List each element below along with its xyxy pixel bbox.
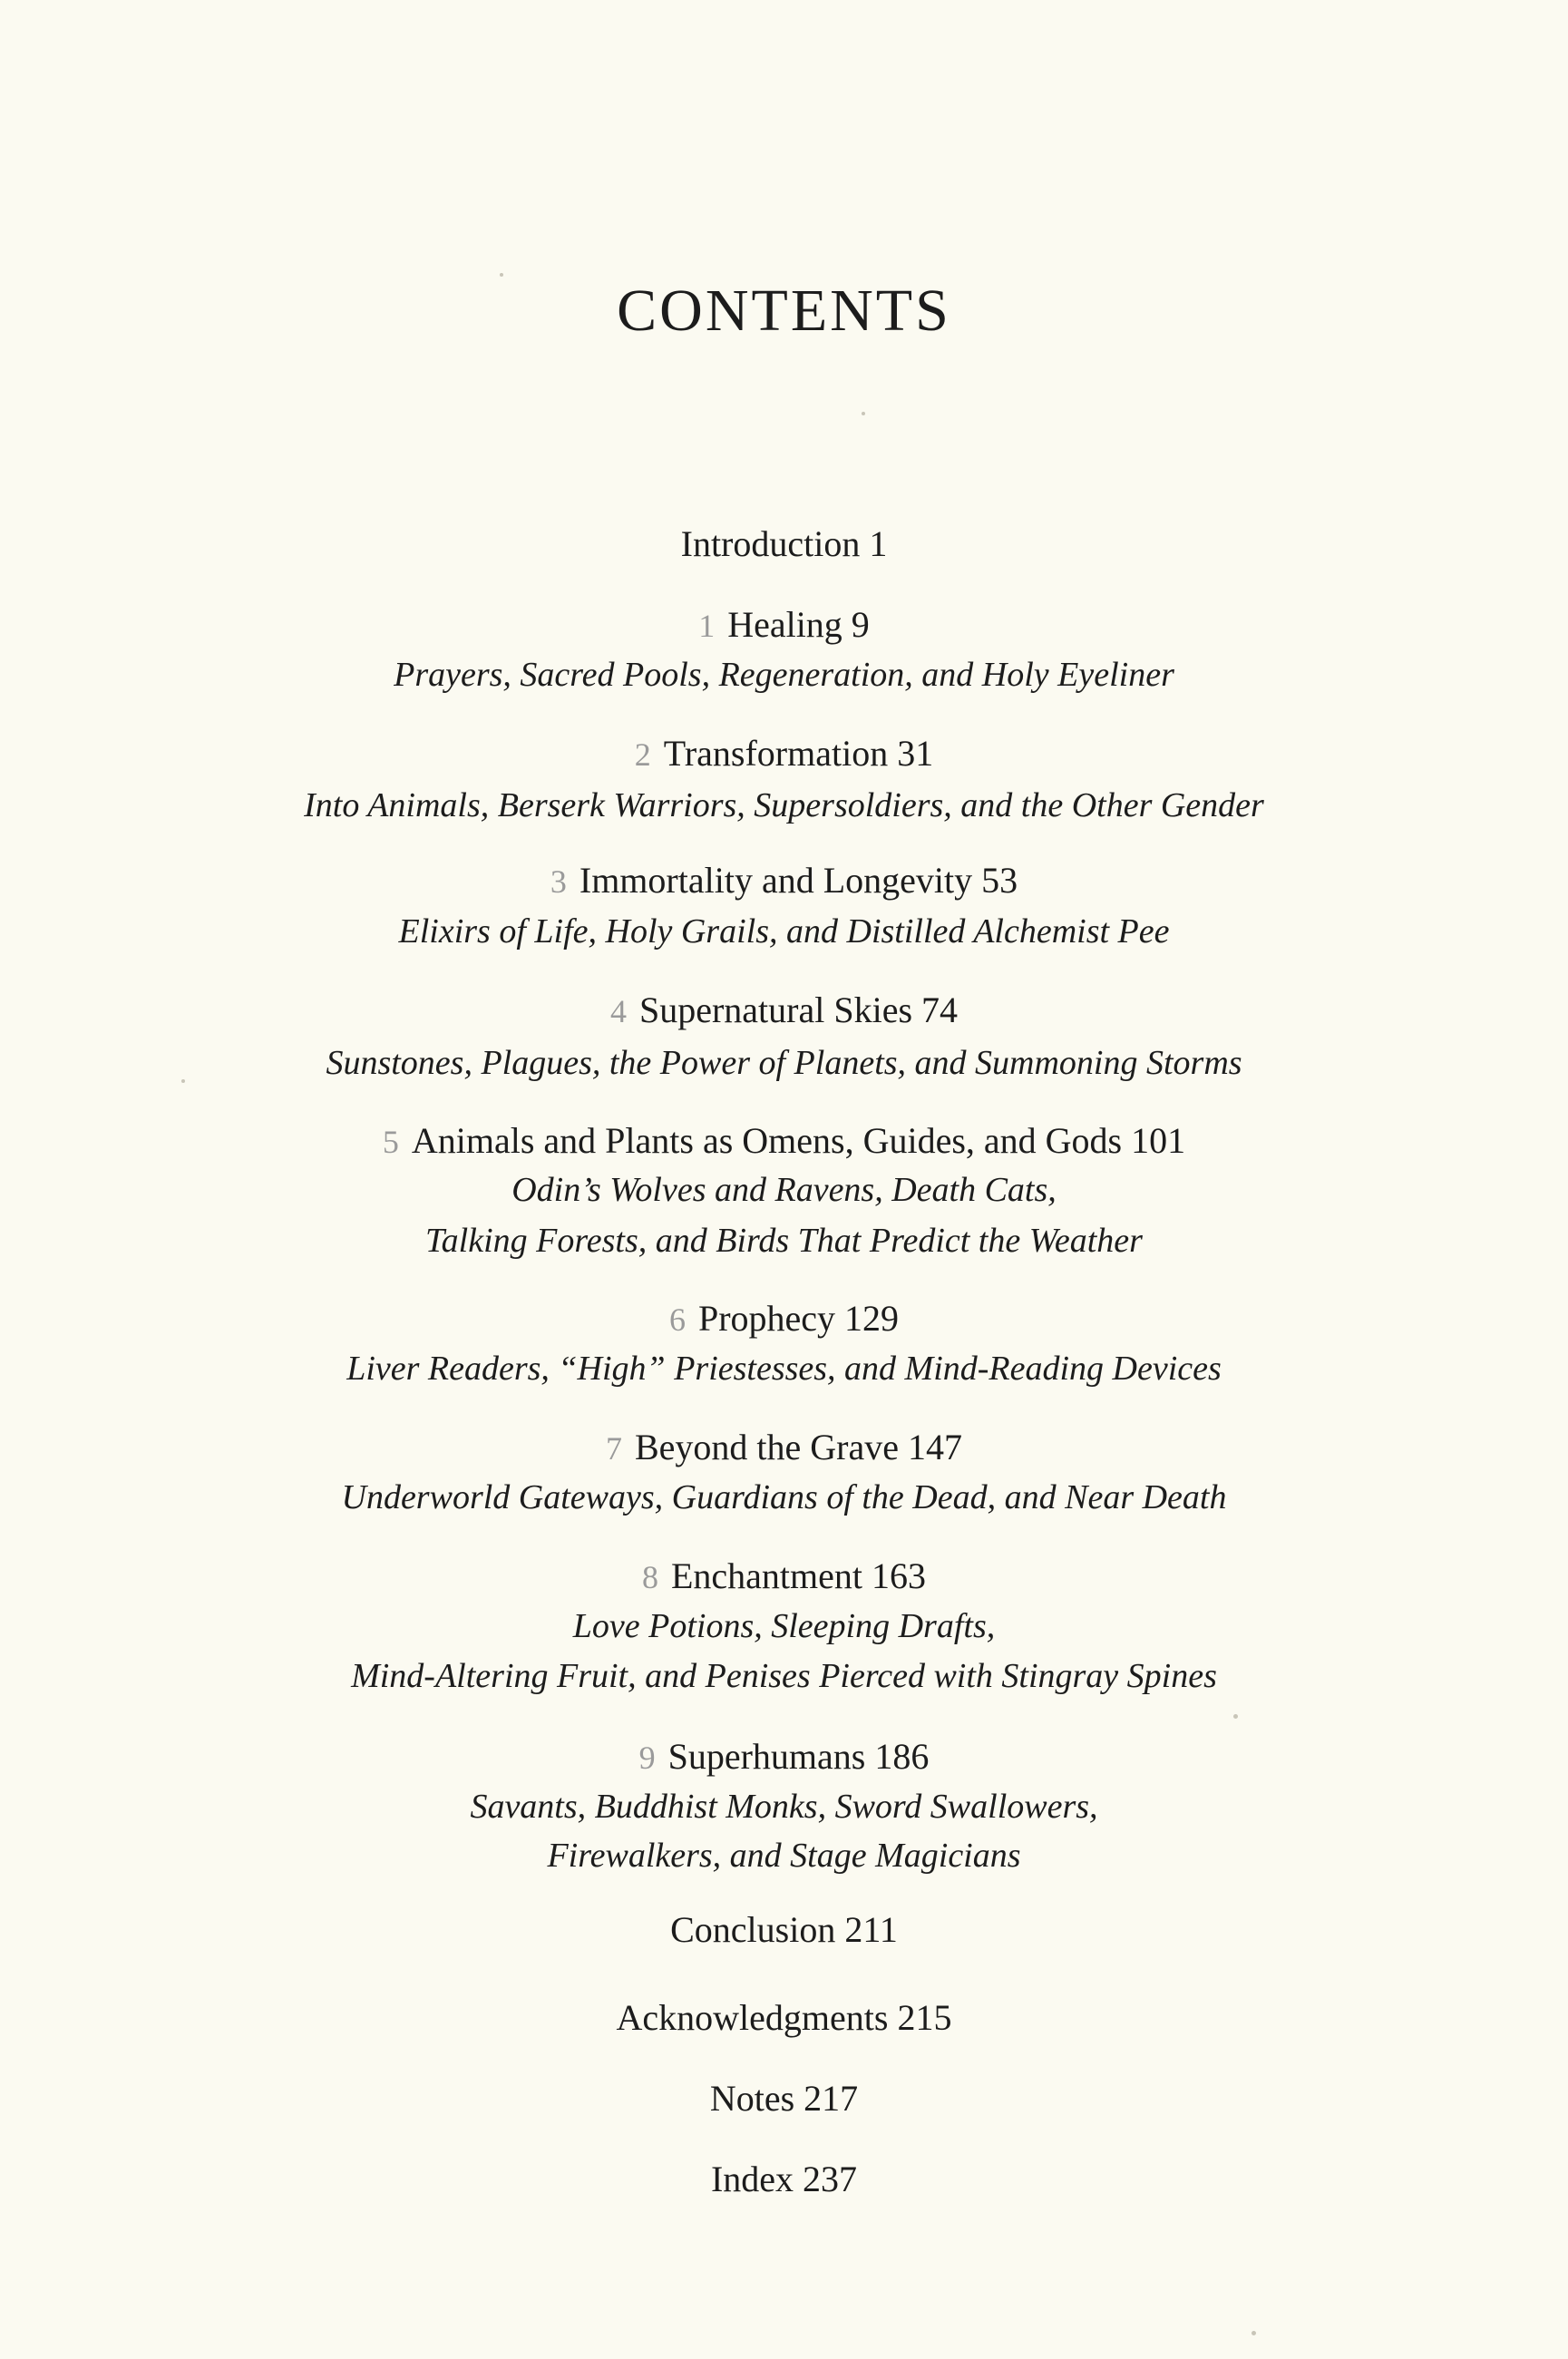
toc-entry-notes: Notes 217 bbox=[709, 2078, 859, 2119]
chapter-number: 8 bbox=[641, 1559, 658, 1595]
chapter-number: 2 bbox=[634, 736, 651, 773]
chapter-title: Supernatural Skies 74 bbox=[638, 989, 959, 1030]
toc-chapter-9-subtitle-line-1: Savants, Buddhist Monks, Sword Swallowers, bbox=[470, 1788, 1098, 1826]
toc-entry-introduction: Introduction 1 bbox=[680, 523, 888, 564]
toc-chapter-2-subtitle: Into Animals, Berserk Warriors, Supersoldiers, and the Other Gender bbox=[304, 786, 1264, 824]
paper-speck bbox=[862, 412, 865, 415]
page-title: CONTENTS bbox=[617, 278, 951, 344]
toc-chapter-7-subtitle: Underworld Gateways, Guardians of the Dead, and Near Death bbox=[341, 1478, 1227, 1516]
toc-entry-conclusion: Conclusion 211 bbox=[670, 1909, 898, 1950]
chapter-title: Enchantment 163 bbox=[670, 1555, 927, 1596]
chapter-title: Superhumans 186 bbox=[667, 1736, 930, 1777]
toc-chapter-8-subtitle-line-1: Love Potions, Sleeping Drafts, bbox=[572, 1607, 996, 1645]
toc-chapter-6-title bbox=[0, 1297, 1568, 1341]
chapter-number: 6 bbox=[668, 1301, 686, 1338]
toc-entry-acknowledgments: Acknowledgments 215 bbox=[616, 1997, 952, 2038]
chapter-number: 4 bbox=[609, 993, 627, 1029]
toc-chapter-2-title bbox=[0, 732, 1568, 776]
chapter-number: 9 bbox=[638, 1740, 656, 1776]
toc-chapter-7-title bbox=[0, 1426, 1568, 1470]
chapter-number: 3 bbox=[550, 863, 567, 900]
chapter-title: Prophecy 129 bbox=[697, 1298, 900, 1339]
toc-chapter-5-subtitle-line-2: Talking Forests, and Birds That Predict the Weather bbox=[425, 1222, 1143, 1260]
toc-chapter-4-subtitle: Sunstones, Plagues, the Power of Planets, and Summoning Storms bbox=[326, 1044, 1242, 1082]
paper-speck bbox=[500, 273, 503, 277]
toc-chapter-1-title bbox=[0, 603, 1568, 648]
chapter-title: Beyond the Grave 147 bbox=[634, 1427, 962, 1467]
toc-chapter-8-title bbox=[0, 1555, 1568, 1599]
paper-speck bbox=[1233, 1714, 1238, 1719]
toc-chapter-9-title bbox=[0, 1735, 1568, 1779]
chapter-title: Transformation 31 bbox=[663, 733, 934, 774]
toc-chapter-6-subtitle: Liver Readers, “High” Priestesses, and Mind-Reading Devices bbox=[346, 1350, 1222, 1388]
chapter-number: 7 bbox=[605, 1430, 622, 1467]
paper-speck bbox=[1251, 2331, 1256, 2335]
toc-chapter-4-title bbox=[0, 989, 1568, 1033]
toc-chapter-8-subtitle-line-2: Mind-Altering Fruit, and Penises Pierced with Stingray Spines bbox=[351, 1657, 1217, 1695]
chapter-title: Immortality and Longevity 53 bbox=[579, 860, 1018, 901]
toc-chapter-3-title bbox=[0, 859, 1568, 903]
toc-chapter-5-title bbox=[0, 1119, 1568, 1164]
chapter-title: Animals and Plants as Omens, Guides, and Gods 101 bbox=[411, 1120, 1186, 1161]
chapter-title: Healing 9 bbox=[727, 604, 870, 645]
toc-entry-index: Index 237 bbox=[710, 2159, 858, 2199]
toc-chapter-9-subtitle-line-2: Firewalkers, and Stage Magicians bbox=[547, 1837, 1021, 1875]
toc-chapter-3-subtitle: Elixirs of Life, Holy Grails, and Distilled Alchemist Pee bbox=[398, 912, 1170, 950]
chapter-number: 1 bbox=[698, 608, 716, 644]
paper-speck bbox=[181, 1079, 185, 1083]
toc-chapter-1-subtitle: Prayers, Sacred Pools, Regeneration, and Holy Eyeliner bbox=[394, 656, 1174, 694]
toc-chapter-5-subtitle-line-1: Odin’s Wolves and Ravens, Death Cats, bbox=[511, 1171, 1057, 1209]
chapter-number: 5 bbox=[382, 1124, 399, 1160]
